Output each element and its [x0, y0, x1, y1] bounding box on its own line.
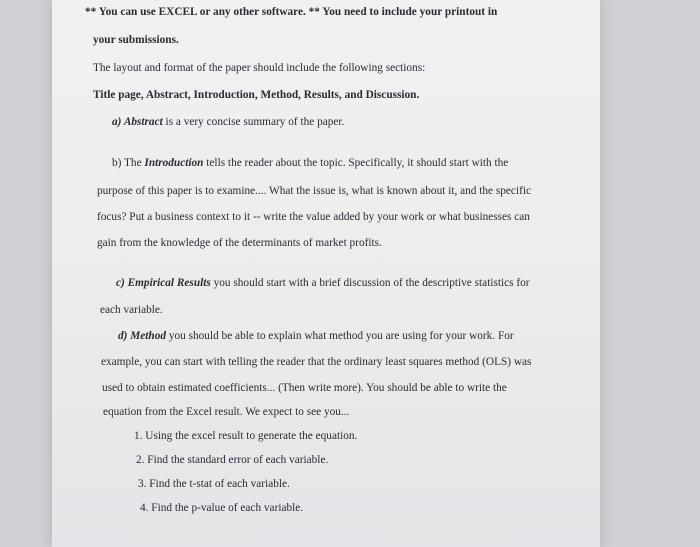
list-item: 1. Using the excel result to generate the equation. — [134, 430, 358, 442]
list-item: 3. Find the t-stat of each variable. — [138, 478, 290, 490]
list-item: 4. Find the p-value of each variable. — [140, 502, 304, 514]
introduction-line-1 — [112, 156, 508, 170]
list-item: 2. Find the standard error of each variable. — [136, 454, 329, 466]
introduction-line-3: focus? Put a business context to it -- write the value added by your work or what businesses can — [97, 211, 530, 223]
introduction-prefix: b) The — [112, 157, 145, 169]
instruction-line-1: ** You can use EXCEL or any other software. ** You need to include your printout in — [85, 6, 498, 18]
abstract-label: a) Abstract — [112, 116, 163, 128]
instruction-line-2: your submissions. — [93, 34, 179, 46]
introduction-text-1: tells the reader about the topic. Specifically, it should start with the — [203, 157, 509, 169]
results-text-1: you should start with a brief discussion of the descriptive statistics for — [210, 277, 530, 289]
method-label: d) Method — [118, 330, 167, 342]
document-page — [52, 0, 600, 547]
results-label: c) Empirical Results — [116, 277, 211, 289]
abstract-text: is a very concise summary of the paper. — [162, 116, 345, 128]
method-line-1 — [118, 329, 514, 343]
method-line-3: used to obtain estimated coefficients... (Then write more). You should be able to write the — [102, 382, 507, 394]
abstract-paragraph — [112, 115, 344, 129]
introduction-line-4: gain from the knowledge of the determinants of market profits. — [97, 237, 382, 249]
method-text-1: you should be able to explain what method you are using for your work. For — [166, 330, 514, 342]
method-line-2: example, you can start with telling the reader that the ordinary least squares method (OLS) was — [101, 356, 532, 368]
results-line-1 — [116, 276, 530, 290]
introduction-term: Introduction — [144, 157, 204, 169]
results-line-2: each variable. — [100, 304, 163, 316]
introduction-line-2: purpose of this paper is to examine.... What the issue is, what is known about it, and the specific — [97, 185, 532, 197]
sections-list: Title page, Abstract, Introduction, Method, Results, and Discussion. — [93, 89, 420, 101]
method-line-4: equation from the Excel result. We expect to see you... — [103, 406, 350, 418]
layout-intro: The layout and format of the paper should include the following sections: — [93, 62, 426, 74]
